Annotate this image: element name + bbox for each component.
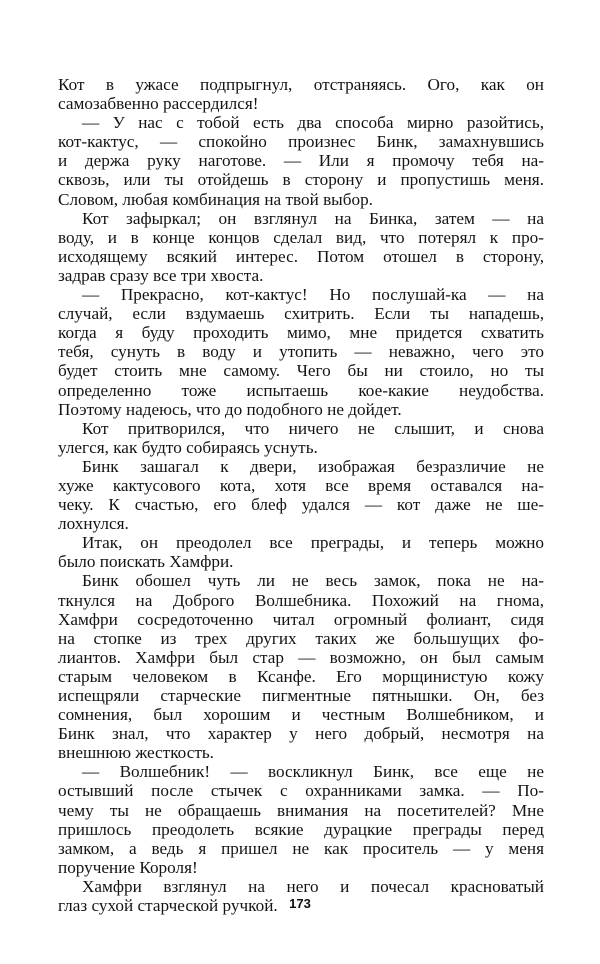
- text-line: и держа руку наготове. — Или я промочу тебя на-: [58, 151, 544, 171]
- page-number: 173: [289, 896, 311, 911]
- text-line: — Волшебник! — воскликнул Бинк, все еще не: [82, 762, 544, 782]
- text-line: будет стоить мне самому. Чего бы ни стоило, но ты: [58, 361, 544, 381]
- text-line: Кот в ужасе подпрыгнул, отстраняясь. Ого, как он: [58, 75, 544, 94]
- text-line: тебя, сунуть в воду и утопить — неважно, чего это: [58, 342, 544, 362]
- text-line: сомнения, был хорошим и честным Волшебником, и: [58, 705, 544, 725]
- text-line: старым человеком в Ксанфе. Его морщинистую кожу: [58, 666, 544, 686]
- text-line: Бинк зашагал к двери, изображая безразличие не: [82, 456, 544, 476]
- text-line: Хамфри сосредоточенно читал огромный фолиант, сидя: [58, 609, 544, 629]
- text-line: Кот зафыркал; он взглянул на Бинка, затем — на: [82, 208, 544, 228]
- paragraph: [58, 762, 544, 877]
- paragraph: [58, 113, 544, 208]
- text-line: ткнулся на Доброго Волшебника. Похожий на гнома,: [58, 590, 544, 610]
- text-line: лиантов. Хамфри был стар — возможно, он был самым: [58, 647, 544, 667]
- text-line: — У нас с тобой есть два способа мирно разойтись,: [82, 113, 544, 133]
- text-line: улегся, как будто собираясь уснуть.: [58, 437, 318, 457]
- text-line: случай, если вздумаешь схитрить. Если ты нападешь,: [58, 304, 544, 324]
- text-line: глаз сухой старческой ручкой.: [58, 896, 278, 916]
- text-line: испещряли старческие пигментные пятнышки. Он, без: [58, 686, 544, 705]
- paragraph: [58, 285, 544, 419]
- text-line: лохнулся.: [58, 514, 129, 534]
- text-line: поручение Короля!: [58, 857, 198, 877]
- text-line: чему ты не обращаешь внимания на посетителей? Мне: [58, 800, 544, 820]
- text-line: задрав сразу все три хвоста.: [58, 265, 264, 285]
- paragraph: [58, 419, 544, 457]
- paragraph: [58, 209, 544, 285]
- text-line: Бинк знал, что характер у него добрый, несмотря на: [58, 724, 544, 744]
- text-line: самозабвенно рассердился!: [58, 94, 259, 114]
- text-line: было поискать Хамфри.: [58, 552, 234, 572]
- text-line: исходящему всякий интерес. Потом отошел в сторону,: [58, 246, 544, 266]
- text-line: — Прекрасно, кот-кактус! Но послушай-ка — на: [82, 285, 544, 305]
- text-line: замком, а ведь я пришел не как проситель — у меня: [58, 838, 544, 858]
- paragraph: [58, 571, 544, 762]
- text-line: хуже кактусового кота, хотя все время оставался на-: [58, 475, 544, 495]
- text-line: остывший после стычек с охранниками замка. — По-: [58, 781, 544, 801]
- text-line: определенно тоже испытаешь кое-какие неудобства.: [58, 380, 544, 400]
- text-line: Словом, любая комбинация на твой выбор.: [58, 189, 373, 209]
- text-line: Итак, он преодолел все преграды, и теперь можно: [82, 533, 544, 553]
- text-line: на стопке из трех других таких же большущих фо-: [58, 628, 544, 648]
- text-line: внешнюю жесткость.: [58, 743, 214, 763]
- paragraph-list: [58, 75, 544, 915]
- text-line: сквозь, или ты отойдешь в сторону и пропустишь меня.: [58, 170, 544, 190]
- text-line: Бинк обошел чуть ли не весь замок, пока не на-: [82, 571, 544, 591]
- text-line: пришлось преодолеть всякие дурацкие преграды перед: [58, 819, 544, 839]
- text-line: Кот притворился, что ничего не слышит, и снова: [82, 418, 544, 438]
- text-line: Поэтому надеюсь, что до подобного не дойдет.: [58, 399, 402, 419]
- text-line: чеку. К счастью, его блеф удался — кот даже не ше-: [58, 495, 544, 515]
- book-page-text: [58, 75, 544, 915]
- text-line: воду, и в конце концов сделал вид, что потерял к про-: [58, 227, 544, 247]
- paragraph: [58, 457, 544, 533]
- text-line: когда я буду проходить мимо, мне придется схватить: [58, 323, 544, 343]
- paragraph: [58, 533, 544, 571]
- text-line: кот-кактус, — спокойно произнес Бинк, замахнувшись: [58, 132, 544, 152]
- text-line: Хамфри взглянул на него и почесал красноватый: [82, 876, 544, 896]
- paragraph: [58, 75, 544, 113]
